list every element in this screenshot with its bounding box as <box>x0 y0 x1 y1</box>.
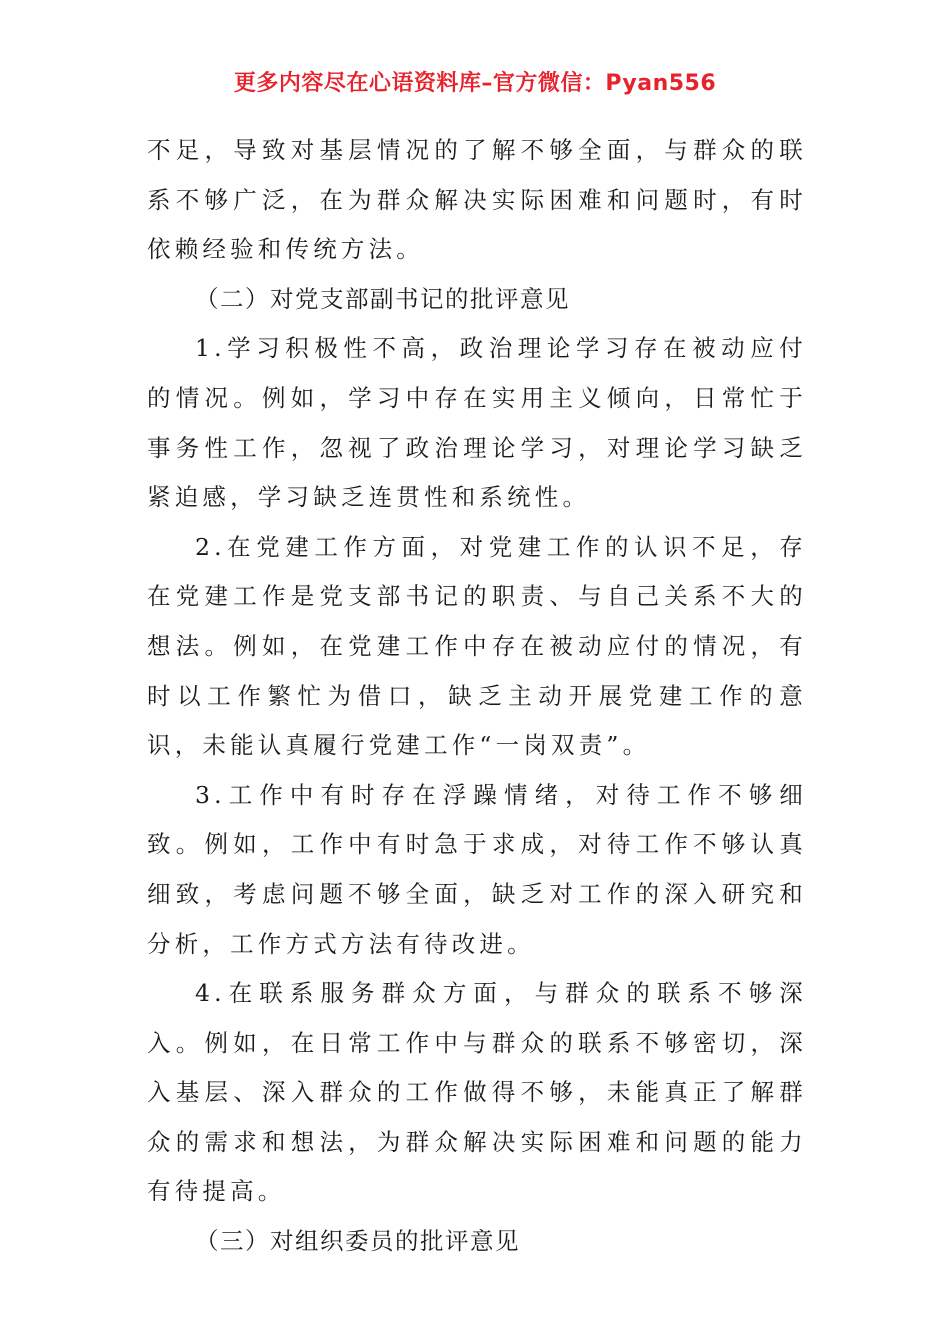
paragraph-item-4: 4.在联系服务群众方面，与群众的联系不够深入。例如，在日常工作中与群众的联系不够密切，深入基层、深入群众的工作做得不够，未能真正了解群众的需求和想法，为群众解决实际困难和问题的能力有待提高。 <box>147 979 807 1206</box>
document-body <box>147 126 807 1267</box>
paragraph-item-3: 3.工作中有时存在浮躁情绪，对待工作不够细致。例如，工作中有时急于求成，对待工作不够认真细致，考虑问题不够全面，缺乏对工作的深入研究和分析，工作方式方法有待改进。 <box>147 780 807 958</box>
page-header-banner: 更多内容尽在心语资料库–官方微信：Pyan556 <box>233 71 717 96</box>
section-heading-deputy-secretary: （二）对党支部副书记的批评意见 <box>195 284 570 313</box>
section-heading-organization-member: （三）对组织委员的批评意见 <box>195 1227 520 1256</box>
paragraph-continuation: 不足，导致对基层情况的了解不够全面，与群众的联系不够广泛，在为群众解决实际困难和问题时，有时依赖经验和传统方法。 <box>147 136 807 264</box>
paragraph-item-1: 1.学习积极性不高，政治理论学习存在被动应付的情况。例如，学习中存在实用主义倾向，日常忙于事务性工作，忽视了政治理论学习，对理论学习缺乏紧迫感，学习缺乏连贯性和系统性。 <box>147 334 807 512</box>
paragraph-item-2: 2.在党建工作方面，对党建工作的认识不足，存在党建工作是党支部书记的职责、与自己关系不大的想法。例如，在党建工作中存在被动应付的情况，有时以工作繁忙为借口，缺乏主动开展党建工作的意识，未能认真履行党建工作“一岗双责”。 <box>147 532 807 760</box>
